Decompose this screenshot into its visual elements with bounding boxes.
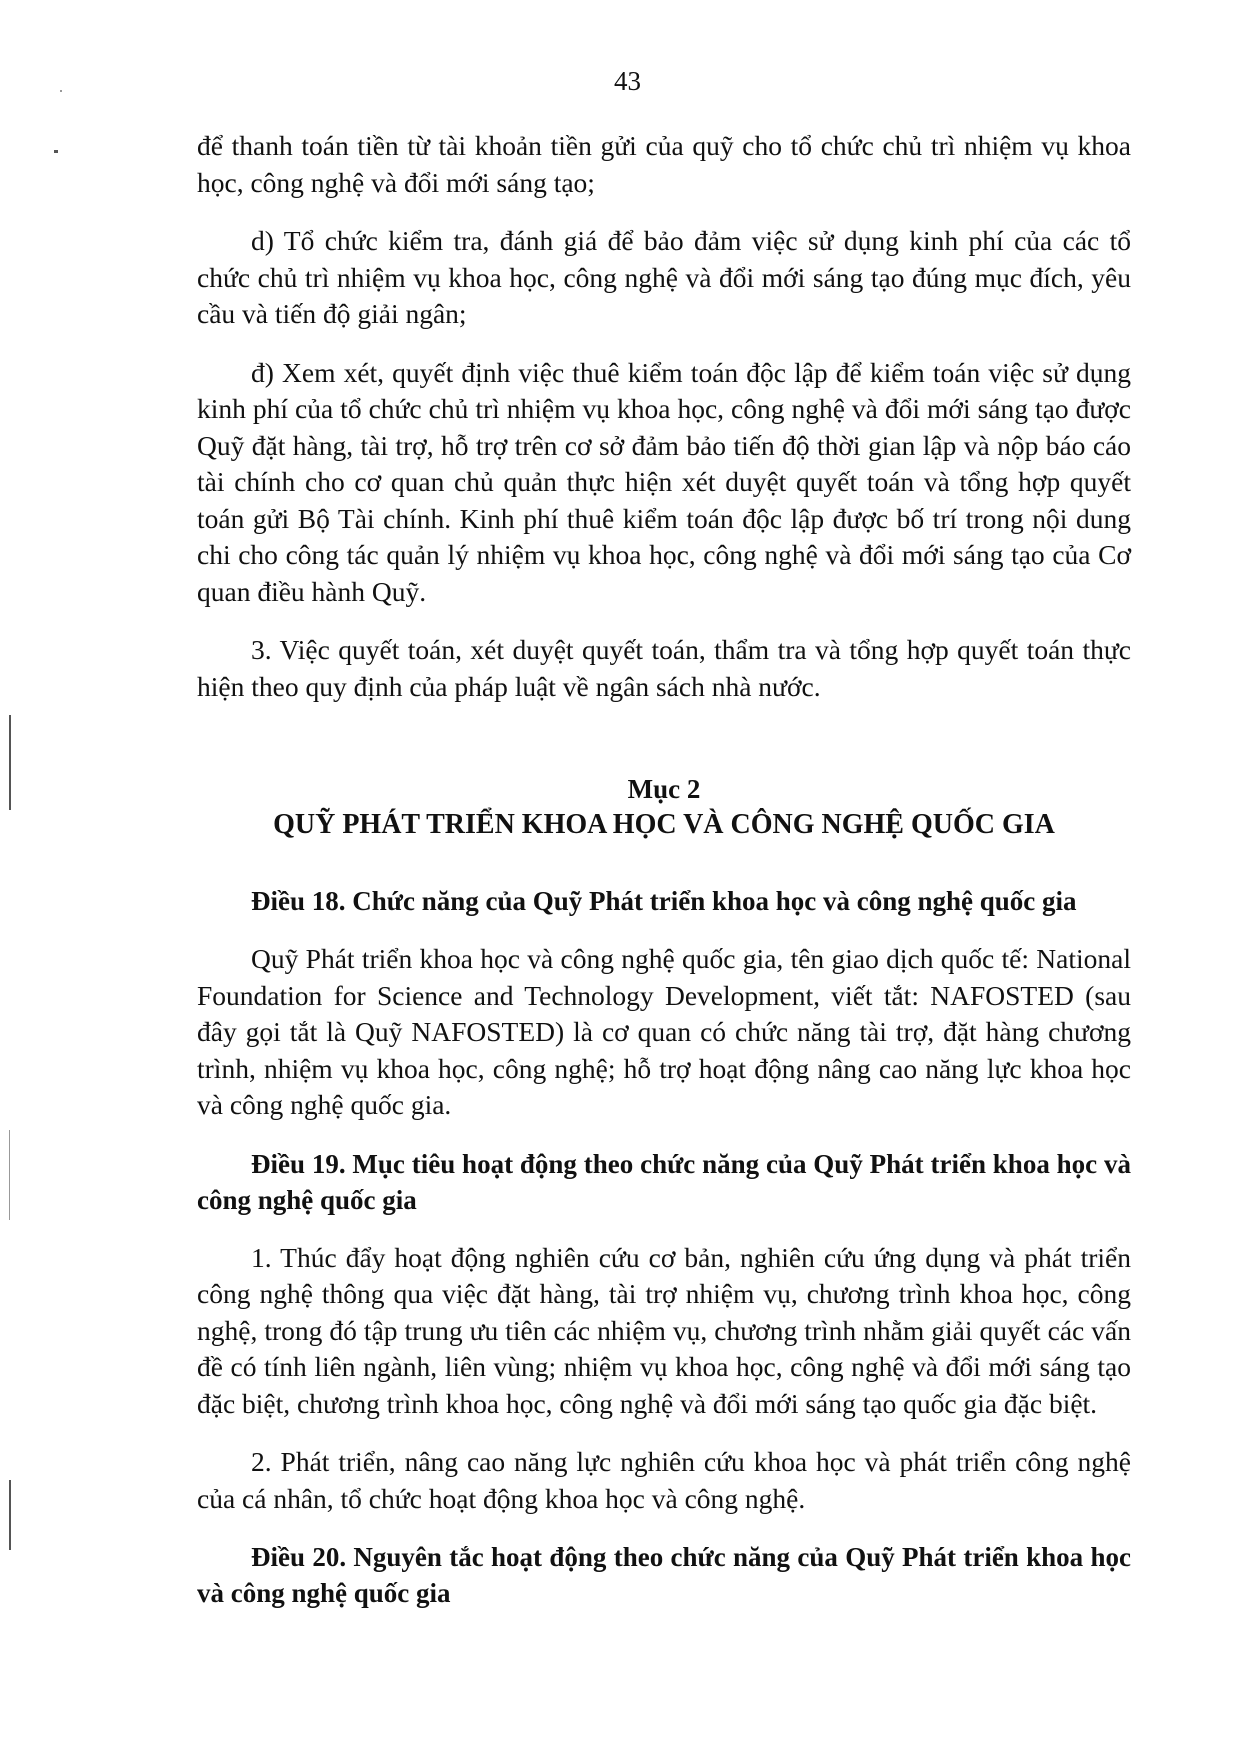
scan-mark-dot [54,150,58,153]
article-20-heading: Điều 20. Nguyên tắc hoạt động theo chức năng của Quỹ Phát triển khoa học và công nghệ quốc gia [197,1542,1131,1608]
article-18-body: Quỹ Phát triển khoa học và công nghệ quốc gia, tên giao dịch quốc tế: National Foundation for Science and Technology Development, viết tắt: NAFOSTED (sau đây gọi tắt là Quỹ NAFOSTED) là cơ quan có chức năng tài trợ, đặt hàng chương trình, nhiệm vụ khoa học, công nghệ; hỗ trợ hoạt động nâng cao năng lực khoa học và công nghệ quốc gia. [197,943,1131,1120]
section-title: QUỸ PHÁT TRIỂN KHOA HỌC VÀ CÔNG NGHỆ QUỐC GIA [273,809,1055,840]
article-19-item-2: 2. Phát triển, nâng cao năng lực nghiên cứu khoa học và phát triển công nghệ của cá nhân, tổ chức hoạt động khoa học và công nghệ. [197,1446,1131,1514]
page-number: 43 [614,66,641,96]
scan-mark-line [9,1480,11,1550]
article-18-heading: Điều 18. Chức năng của Quỹ Phát triển khoa học và công nghệ quốc gia [251,886,1077,916]
paragraph-item-dd: đ) Xem xét, quyết định việc thuê kiểm toán độc lập để kiểm toán việc sử dụng kinh phí của tổ chức chủ trì nhiệm vụ khoa học, công nghệ và đổi mới sáng tạo được Quỹ đặt hàng, tài trợ, hỗ trợ trên cơ sở đảm bảo tiến độ thời gian lập và nộp báo cáo tài chính cho cơ quan chủ quản thực hiện xét duyệt quyết toán và tổng hợp quyết toán gửi Bộ Tài chính. Kinh phí thuê kiểm toán độc lập được bố trí trong nội dung chi cho công tác quản lý nhiệm vụ khoa học, công nghệ và đổi mới sáng tạo của Cơ quan điều hành Quỹ. [197,356,1131,607]
scan-mark-line [9,1130,10,1220]
scan-mark-dot [60,90,62,92]
article-19-item-1: 1. Thúc đẩy hoạt động nghiên cứu cơ bản, nghiên cứu ứng dụng và phát triển công nghệ thông qua việc đặt hàng, tài trợ nhiệm vụ, chương trình khoa học, công nghệ, trong đó tập trung ưu tiên các nhiệm vụ, chương trình nhằm giải quyết các vấn đề có tính liên ngành, liên vùng; nhiệm vụ khoa học, công nghệ và đổi mới sáng tạo đặc biệt, chương trình khoa học, công nghệ và đổi mới sáng tạo quốc gia đặc biệt. [197,1241,1131,1419]
paragraph-item-d: d) Tổ chức kiểm tra, đánh giá để bảo đảm việc sử dụng kinh phí của các tổ chức chủ trì nhiệm vụ khoa học, công nghệ và đổi mới sáng tạo đúng mục đích, yêu cầu và tiến độ giải ngân; [197,225,1131,329]
article-19-heading: Điều 19. Mục tiêu hoạt động theo chức năng của Quỹ Phát triển khoa học và công nghệ quốc gia [197,1148,1131,1215]
scan-mark-line [9,715,11,810]
section-heading [197,771,1131,843]
section-label: Mục 2 [627,774,701,804]
paragraph-clause-3: 3. Việc quyết toán, xét duyệt quyết toán, thẩm tra và tổng hợp quyết toán thực hiện theo quy định của pháp luật về ngân sách nhà nước. [197,634,1131,702]
paragraph-continuation: để thanh toán tiền từ tài khoản tiền gửi của quỹ cho tổ chức chủ trì nhiệm vụ khoa học, công nghệ và đổi mới sáng tạo; [197,130,1131,198]
document-body [197,128,1131,1633]
